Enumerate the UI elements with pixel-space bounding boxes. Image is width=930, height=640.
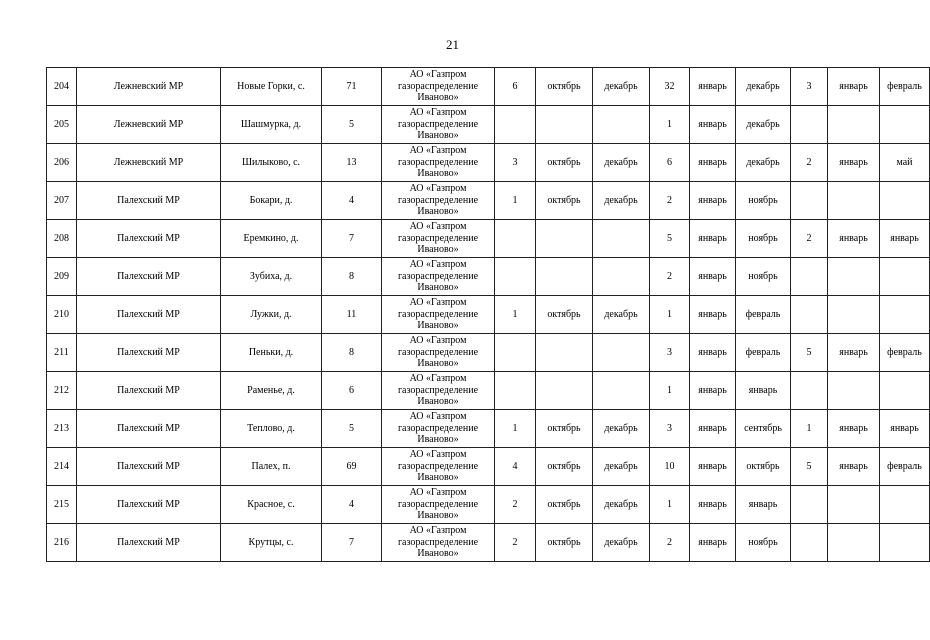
- stage2-start-month-cell: январь: [690, 258, 736, 296]
- organization-line: АО «Газпром: [409, 183, 467, 195]
- locality-cell: Еремкино, д.: [221, 220, 322, 258]
- stage3-end-month-cell: [880, 486, 930, 524]
- stage2-start-month-cell: январь: [690, 220, 736, 258]
- organization-line: АО «Газпром: [409, 525, 467, 537]
- stage3-count-cell: [791, 258, 828, 296]
- table-row: [47, 220, 930, 258]
- stage1-count-cell: [495, 258, 536, 296]
- table-row: [47, 144, 930, 182]
- organization-line: АО «Газпром: [409, 145, 467, 157]
- stage3-start-month-cell: [828, 182, 880, 220]
- stage2-count-cell: 2: [650, 258, 690, 296]
- organization-cell: [382, 220, 495, 258]
- locality-cell: Теплово, д.: [221, 410, 322, 448]
- stage1-count-cell: 1: [495, 182, 536, 220]
- stage1-count-cell: [495, 372, 536, 410]
- stage1-count-cell: 1: [495, 410, 536, 448]
- stage3-start-month-cell: январь: [828, 410, 880, 448]
- organization-line: газораспределение: [397, 384, 479, 396]
- locality-cell: Шилыково, с.: [221, 144, 322, 182]
- stage2-count-cell: 1: [650, 106, 690, 144]
- stage1-end-month-cell: [593, 220, 650, 258]
- organization-line: АО «Газпром: [409, 335, 467, 347]
- organization-line: Иваново»: [417, 130, 459, 142]
- stage2-end-month-cell: сентябрь: [736, 410, 791, 448]
- stage2-end-month-cell: февраль: [736, 334, 791, 372]
- households-count-cell: 7: [322, 524, 382, 562]
- table-row: [47, 448, 930, 486]
- organization-cell: [382, 334, 495, 372]
- stage3-start-month-cell: январь: [828, 68, 880, 106]
- organization-cell: [382, 106, 495, 144]
- table-row: [47, 182, 930, 220]
- stage3-end-month-cell: май: [880, 144, 930, 182]
- stage3-start-month-cell: [828, 258, 880, 296]
- stage3-count-cell: 2: [791, 220, 828, 258]
- stage2-start-month-cell: январь: [690, 144, 736, 182]
- district-cell: Палехский МР: [77, 334, 221, 372]
- table-row: [47, 68, 930, 106]
- stage1-start-month-cell: [536, 334, 593, 372]
- organization-line: АО «Газпром: [409, 297, 467, 309]
- locality-cell: Новые Горки, с.: [221, 68, 322, 106]
- organization-line: Иваново»: [417, 206, 459, 218]
- row-number-cell: 212: [47, 372, 77, 410]
- gasification-schedule-table: [46, 67, 930, 562]
- locality-cell: Крутцы, с.: [221, 524, 322, 562]
- row-number-cell: 208: [47, 220, 77, 258]
- organization-line: газораспределение: [397, 80, 479, 92]
- households-count-cell: 4: [322, 182, 382, 220]
- stage2-count-cell: 3: [650, 334, 690, 372]
- locality-cell: Раменье, д.: [221, 372, 322, 410]
- stage2-end-month-cell: октябрь: [736, 448, 791, 486]
- row-number-cell: 215: [47, 486, 77, 524]
- stage2-start-month-cell: январь: [690, 68, 736, 106]
- organization-line: Иваново»: [417, 92, 459, 104]
- page-number: 21: [446, 37, 459, 52]
- stage1-start-month-cell: [536, 258, 593, 296]
- stage2-end-month-cell: декабрь: [736, 106, 791, 144]
- stage2-end-month-cell: ноябрь: [736, 220, 791, 258]
- stage1-end-month-cell: декабрь: [593, 410, 650, 448]
- district-cell: Палехский МР: [77, 448, 221, 486]
- stage2-start-month-cell: январь: [690, 372, 736, 410]
- stage3-end-month-cell: [880, 296, 930, 334]
- stage1-count-cell: 2: [495, 524, 536, 562]
- stage3-end-month-cell: [880, 524, 930, 562]
- households-count-cell: 6: [322, 372, 382, 410]
- stage2-count-cell: 3: [650, 410, 690, 448]
- households-count-cell: 4: [322, 486, 382, 524]
- district-cell: Палехский МР: [77, 410, 221, 448]
- stage3-count-cell: [791, 372, 828, 410]
- organization-cell: [382, 144, 495, 182]
- stage3-start-month-cell: [828, 106, 880, 144]
- stage2-count-cell: 1: [650, 372, 690, 410]
- stage1-count-cell: 2: [495, 486, 536, 524]
- organization-cell: [382, 486, 495, 524]
- households-count-cell: 71: [322, 68, 382, 106]
- district-cell: Палехский МР: [77, 372, 221, 410]
- stage2-count-cell: 2: [650, 182, 690, 220]
- row-number-cell: 207: [47, 182, 77, 220]
- row-number-cell: 209: [47, 258, 77, 296]
- district-cell: Лежневский МР: [77, 106, 221, 144]
- stage3-count-cell: 3: [791, 68, 828, 106]
- stage1-end-month-cell: декабрь: [593, 68, 650, 106]
- organization-line: газораспределение: [397, 346, 479, 358]
- households-count-cell: 13: [322, 144, 382, 182]
- households-count-cell: 5: [322, 106, 382, 144]
- stage1-start-month-cell: октябрь: [536, 144, 593, 182]
- stage1-count-cell: [495, 334, 536, 372]
- stage3-end-month-cell: [880, 372, 930, 410]
- locality-cell: Зубиха, д.: [221, 258, 322, 296]
- stage3-end-month-cell: [880, 106, 930, 144]
- district-cell: Палехский МР: [77, 182, 221, 220]
- table-row: [47, 258, 930, 296]
- stage3-start-month-cell: январь: [828, 144, 880, 182]
- organization-line: АО «Газпром: [409, 487, 467, 499]
- stage3-end-month-cell: январь: [880, 410, 930, 448]
- stage2-end-month-cell: ноябрь: [736, 182, 791, 220]
- district-cell: Лежневский МР: [77, 68, 221, 106]
- stage2-count-cell: 6: [650, 144, 690, 182]
- organization-line: АО «Газпром: [409, 107, 467, 119]
- households-count-cell: 8: [322, 334, 382, 372]
- organization-line: Иваново»: [417, 548, 459, 560]
- stage2-end-month-cell: ноябрь: [736, 524, 791, 562]
- district-cell: Палехский МР: [77, 296, 221, 334]
- stage1-end-month-cell: декабрь: [593, 448, 650, 486]
- organization-cell: [382, 258, 495, 296]
- stage1-count-cell: 6: [495, 68, 536, 106]
- row-number-cell: 210: [47, 296, 77, 334]
- organization-cell: [382, 372, 495, 410]
- locality-cell: Палех, п.: [221, 448, 322, 486]
- stage3-end-month-cell: [880, 182, 930, 220]
- organization-line: газораспределение: [397, 460, 479, 472]
- stage2-count-cell: 10: [650, 448, 690, 486]
- stage1-count-cell: 3: [495, 144, 536, 182]
- stage3-start-month-cell: [828, 372, 880, 410]
- row-number-cell: 204: [47, 68, 77, 106]
- organization-line: газораспределение: [397, 194, 479, 206]
- locality-cell: Шашмурка, д.: [221, 106, 322, 144]
- table-row: [47, 106, 930, 144]
- stage1-start-month-cell: октябрь: [536, 296, 593, 334]
- stage1-start-month-cell: октябрь: [536, 448, 593, 486]
- locality-cell: Красное, с.: [221, 486, 322, 524]
- stage3-count-cell: [791, 296, 828, 334]
- row-number-cell: 216: [47, 524, 77, 562]
- stage1-count-cell: [495, 106, 536, 144]
- stage2-start-month-cell: январь: [690, 106, 736, 144]
- stage2-start-month-cell: январь: [690, 410, 736, 448]
- organization-line: газораспределение: [397, 232, 479, 244]
- stage3-count-cell: 2: [791, 144, 828, 182]
- organization-line: Иваново»: [417, 320, 459, 332]
- organization-line: газораспределение: [397, 270, 479, 282]
- stage1-start-month-cell: октябрь: [536, 524, 593, 562]
- stage2-start-month-cell: январь: [690, 334, 736, 372]
- organization-line: Иваново»: [417, 434, 459, 446]
- stage3-end-month-cell: январь: [880, 220, 930, 258]
- stage1-start-month-cell: октябрь: [536, 182, 593, 220]
- stage2-end-month-cell: январь: [736, 486, 791, 524]
- table-row: [47, 296, 930, 334]
- organization-line: газораспределение: [397, 498, 479, 510]
- stage3-start-month-cell: январь: [828, 448, 880, 486]
- stage3-count-cell: 5: [791, 448, 828, 486]
- stage1-end-month-cell: декабрь: [593, 524, 650, 562]
- stage2-count-cell: 1: [650, 486, 690, 524]
- stage3-end-month-cell: февраль: [880, 448, 930, 486]
- stage1-end-month-cell: декабрь: [593, 182, 650, 220]
- locality-cell: Пеньки, д.: [221, 334, 322, 372]
- stage1-start-month-cell: [536, 106, 593, 144]
- organization-line: Иваново»: [417, 358, 459, 370]
- stage1-count-cell: 1: [495, 296, 536, 334]
- table-row: [47, 334, 930, 372]
- row-number-cell: 205: [47, 106, 77, 144]
- row-number-cell: 213: [47, 410, 77, 448]
- stage3-start-month-cell: [828, 486, 880, 524]
- stage1-count-cell: 4: [495, 448, 536, 486]
- row-number-cell: 206: [47, 144, 77, 182]
- stage1-count-cell: [495, 220, 536, 258]
- stage2-count-cell: 5: [650, 220, 690, 258]
- organization-line: Иваново»: [417, 396, 459, 408]
- stage2-end-month-cell: декабрь: [736, 68, 791, 106]
- stage3-count-cell: [791, 524, 828, 562]
- organization-cell: [382, 296, 495, 334]
- stage3-count-cell: [791, 106, 828, 144]
- stage3-count-cell: 5: [791, 334, 828, 372]
- households-count-cell: 11: [322, 296, 382, 334]
- stage1-end-month-cell: [593, 258, 650, 296]
- organization-cell: [382, 524, 495, 562]
- district-cell: Палехский МР: [77, 258, 221, 296]
- organization-line: АО «Газпром: [409, 373, 467, 385]
- district-cell: Палехский МР: [77, 524, 221, 562]
- organization-line: газораспределение: [397, 156, 479, 168]
- stage2-end-month-cell: декабрь: [736, 144, 791, 182]
- organization-line: газораспределение: [397, 422, 479, 434]
- stage1-start-month-cell: октябрь: [536, 68, 593, 106]
- stage2-start-month-cell: январь: [690, 182, 736, 220]
- organization-cell: [382, 68, 495, 106]
- stage3-end-month-cell: февраль: [880, 334, 930, 372]
- stage3-count-cell: [791, 182, 828, 220]
- households-count-cell: 69: [322, 448, 382, 486]
- households-count-cell: 7: [322, 220, 382, 258]
- stage1-start-month-cell: октябрь: [536, 486, 593, 524]
- stage3-start-month-cell: январь: [828, 334, 880, 372]
- stage1-start-month-cell: [536, 220, 593, 258]
- district-cell: Палехский МР: [77, 486, 221, 524]
- stage2-start-month-cell: январь: [690, 296, 736, 334]
- stage1-end-month-cell: декабрь: [593, 296, 650, 334]
- organization-line: АО «Газпром: [409, 449, 467, 461]
- households-count-cell: 8: [322, 258, 382, 296]
- organization-line: газораспределение: [397, 118, 479, 130]
- table-row: [47, 410, 930, 448]
- stage2-start-month-cell: январь: [690, 448, 736, 486]
- organization-line: АО «Газпром: [409, 221, 467, 233]
- organization-line: АО «Газпром: [409, 69, 467, 81]
- table-row: [47, 486, 930, 524]
- locality-cell: Лужки, д.: [221, 296, 322, 334]
- organization-cell: [382, 448, 495, 486]
- stage1-start-month-cell: октябрь: [536, 410, 593, 448]
- stage2-end-month-cell: ноябрь: [736, 258, 791, 296]
- row-number-cell: 211: [47, 334, 77, 372]
- organization-line: Иваново»: [417, 510, 459, 522]
- stage2-end-month-cell: февраль: [736, 296, 791, 334]
- organization-line: Иваново»: [417, 244, 459, 256]
- stage3-end-month-cell: февраль: [880, 68, 930, 106]
- district-cell: Лежневский МР: [77, 144, 221, 182]
- organization-line: газораспределение: [397, 308, 479, 320]
- stage3-start-month-cell: январь: [828, 220, 880, 258]
- stage3-count-cell: 1: [791, 410, 828, 448]
- stage3-start-month-cell: [828, 524, 880, 562]
- stage1-end-month-cell: декабрь: [593, 144, 650, 182]
- stage1-end-month-cell: [593, 334, 650, 372]
- stage1-start-month-cell: [536, 372, 593, 410]
- organization-line: Иваново»: [417, 472, 459, 484]
- stage1-end-month-cell: [593, 106, 650, 144]
- row-number-cell: 214: [47, 448, 77, 486]
- table-row: [47, 524, 930, 562]
- table-row: [47, 372, 930, 410]
- stage2-count-cell: 32: [650, 68, 690, 106]
- organization-cell: [382, 182, 495, 220]
- stage2-start-month-cell: январь: [690, 486, 736, 524]
- stage3-count-cell: [791, 486, 828, 524]
- organization-line: Иваново»: [417, 282, 459, 294]
- stage2-start-month-cell: январь: [690, 524, 736, 562]
- stage3-start-month-cell: [828, 296, 880, 334]
- stage2-count-cell: 2: [650, 524, 690, 562]
- stage2-end-month-cell: январь: [736, 372, 791, 410]
- stage1-end-month-cell: декабрь: [593, 486, 650, 524]
- organization-line: Иваново»: [417, 168, 459, 180]
- households-count-cell: 5: [322, 410, 382, 448]
- district-cell: Палехский МР: [77, 220, 221, 258]
- organization-line: АО «Газпром: [409, 259, 467, 271]
- stage2-count-cell: 1: [650, 296, 690, 334]
- stage1-end-month-cell: [593, 372, 650, 410]
- organization-line: АО «Газпром: [409, 411, 467, 423]
- organization-line: газораспределение: [397, 536, 479, 548]
- organization-cell: [382, 410, 495, 448]
- stage3-end-month-cell: [880, 258, 930, 296]
- locality-cell: Бокари, д.: [221, 182, 322, 220]
